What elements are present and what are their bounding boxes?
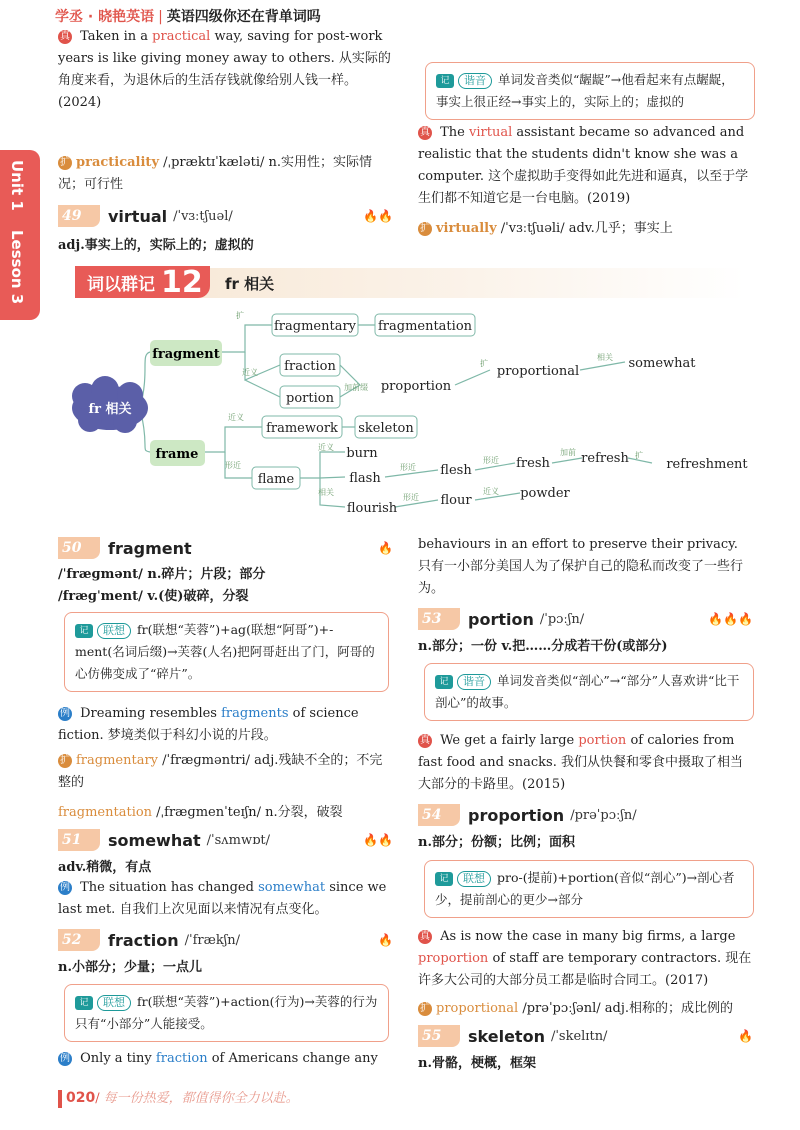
label-similar: 形近	[403, 493, 419, 502]
example-text: Only a tiny	[76, 1051, 156, 1066]
memo-tag: 谐音	[458, 73, 492, 89]
keyword: virtual	[469, 125, 513, 140]
section-badge	[75, 266, 210, 298]
section-title: fr 相关	[225, 275, 275, 293]
headword: somewhat	[108, 830, 201, 850]
phonetic: /ˈpɔːʃn/	[539, 611, 585, 627]
entry-53	[418, 607, 753, 654]
label-synonym: 近义	[228, 413, 244, 422]
example-fraction-continued: behaviours in an effort to preserve their privacy. 只有一小部分美国人为了保护自己的隐私而改变了一些行为。	[418, 537, 744, 596]
section-badge-label: 词以群记	[87, 274, 155, 295]
headword: proportion	[468, 805, 565, 825]
entry-52	[58, 928, 393, 975]
example-text: of staff are temporary contractors. 现在许多大公司的大部分员工都是临时合同工。(2017)	[418, 951, 752, 988]
keyword: practical	[152, 29, 211, 44]
memo-tag: 谐音	[457, 674, 491, 690]
derivative-def: /ˈfræɡməntri/ adj.残缺不全的；不完整的	[58, 753, 383, 790]
memo-text: pro-(提前)+portion(音似“剖心”)→剖心者少，提前剖心的更少→部分	[435, 870, 735, 907]
node-refreshment: refreshment	[666, 457, 748, 472]
example-text: As is now the case in many big firms, a large	[436, 929, 736, 944]
unit-lesson-tab	[0, 150, 40, 320]
label-prefix: 加前缀	[344, 383, 368, 392]
label-synonym: 近义	[483, 487, 499, 496]
memo-fragment	[64, 612, 389, 692]
example-text: We get a fairly large	[436, 733, 579, 748]
phonetic: /ˈfrækʃn/	[184, 932, 241, 948]
derivative-def: /ˌfræɡmenˈteɪʃn/ n.分裂，破裂	[152, 805, 343, 820]
label-synonym: 近义	[242, 368, 258, 377]
keyword: proportion	[418, 951, 489, 966]
derivative-def: /prəˈpɔːʃənl/ adj.相称的；成比例的	[518, 1001, 734, 1016]
memory-icon: 记	[435, 675, 453, 689]
footer-motto: 每一份热爱，都值得你全力以赴。	[103, 1091, 299, 1106]
example-proportion	[418, 926, 753, 992]
frequency-fire-icon: 🔥🔥	[363, 209, 393, 223]
derivative-proportional	[418, 998, 753, 1020]
entry-number: 55	[418, 1025, 460, 1047]
phonetic: /prəˈpɔːʃn/	[570, 807, 637, 823]
keyword: fragments	[221, 706, 289, 721]
unit-label: Unit 1	[8, 160, 26, 211]
memo-virtual	[425, 62, 755, 120]
definition: n.部分；一份 v.把……分成若干份(或部分)	[418, 639, 668, 654]
node-fragment: fragment	[152, 347, 220, 362]
node-somewhat: somewhat	[628, 356, 696, 371]
definition: n.部分；份额；比例；面积	[418, 835, 575, 850]
exam-icon: 真	[420, 126, 430, 138]
definition: adv.稍微，有点	[58, 860, 152, 875]
keyword: portion	[578, 733, 627, 748]
entry-head	[418, 1024, 753, 1048]
memo-text: 单词发音类似“剖心”→“部分”人喜欢讲“比干剖心”的故事。	[435, 673, 740, 710]
frequency-fire-icon: 🔥	[378, 541, 393, 555]
derivative-def: /ˈvɜːtʃuəli/ adv.几乎；事实上	[496, 221, 673, 236]
derivative-word: fragmentary	[76, 753, 159, 768]
label-related: 相关	[318, 488, 334, 497]
example-portion	[418, 730, 753, 796]
page-header	[55, 6, 321, 26]
example-text: of calories from fast food and snacks. 我们从快餐和零食中摄取了相当大部分的卡路里。(2015)	[418, 733, 743, 792]
extend-icon: 扩	[420, 222, 430, 234]
derivative-fragmentary	[58, 750, 393, 794]
node-fragmentary: fragmentary	[273, 319, 357, 334]
label-prefix: 加前	[560, 448, 576, 457]
frequency-fire-icon: 🔥	[378, 933, 393, 947]
label-synonym: 近义	[318, 443, 334, 452]
root-label: fr 相关	[88, 402, 132, 417]
example-text: Taken in a	[76, 29, 153, 44]
definition: /fræɡˈment/ v.(使)破碎，分裂	[58, 589, 249, 604]
memo-tag: 联想	[97, 995, 131, 1011]
example-icon: 例	[60, 881, 70, 893]
entry-head	[418, 803, 753, 827]
phonetic: /ˈskelɪtn/	[550, 1028, 608, 1044]
header-separator: |	[158, 9, 163, 25]
node-fragmentation: fragmentation	[377, 319, 473, 334]
entry-head	[58, 928, 393, 952]
entry-51	[58, 828, 393, 875]
label-extend: 扩	[480, 359, 488, 368]
node-burn: burn	[346, 446, 378, 461]
page-footer	[58, 1087, 299, 1108]
word-mindmap	[0, 300, 800, 525]
memo-tag: 联想	[97, 623, 131, 639]
node-flesh: flesh	[440, 463, 472, 478]
mindmap-root	[72, 376, 148, 433]
frequency-fire-icon: 🔥	[738, 1029, 753, 1043]
example-text: of Americans change any	[207, 1051, 378, 1066]
entry-number: 49	[58, 205, 100, 227]
extend-icon: 扩	[60, 754, 70, 766]
example-virtual	[418, 122, 753, 210]
node-proportion: proportion	[380, 379, 452, 394]
derivative-word: fragmentation	[58, 805, 153, 820]
entry-number: 50	[58, 537, 100, 559]
example-text: since we last met. 自我们上次见面以来情况有点变化。	[58, 880, 387, 917]
memory-icon: 记	[75, 996, 93, 1010]
definition: n.骨骼，梗概，框架	[418, 1056, 536, 1071]
entry-head	[418, 607, 753, 631]
memo-text: 单词发音类似“龌龊”→他看起来有点龌龊，事实上很正经→事实上的，实际上的；虚拟的	[436, 72, 734, 109]
example-text: Dreaming resembles	[76, 706, 222, 721]
headword: skeleton	[468, 1026, 545, 1046]
headword: fraction	[108, 930, 179, 950]
example-text: assistant became so advanced and realistic that the students didn't know she was a computer. 这个虚拟助手变得如此先进和逼真，以至于学生们都不知道它是一台电脑。(2019)	[418, 125, 749, 206]
brand: 学丞 · 晓艳英语	[55, 9, 155, 25]
derivative-word: proportional	[436, 1001, 519, 1016]
node-framework: framework	[266, 421, 338, 436]
derivative-virtually	[418, 218, 753, 240]
frequency-fire-icon: 🔥🔥🔥	[708, 612, 753, 626]
label-related: 相关	[597, 353, 613, 362]
label-similar: 形近	[400, 463, 416, 472]
label-similar: 形近	[225, 461, 241, 470]
memory-icon: 记	[435, 872, 453, 886]
label-extend: 扩	[635, 451, 643, 460]
footer-slash: /	[95, 1091, 100, 1106]
exam-icon: 真	[60, 30, 70, 42]
derivative-word: virtually	[436, 221, 497, 236]
definition: n.小部分；少量；一点儿	[58, 960, 202, 975]
memo-portion	[424, 663, 754, 721]
label-extend: 扩	[236, 311, 244, 320]
memory-icon: 记	[436, 74, 454, 88]
example-icon: 例	[60, 707, 70, 719]
section-number: 12	[161, 264, 203, 300]
exam-icon: 真	[420, 734, 430, 746]
derivative-def: /ˌpræktɪˈkæləti/ n.实用性；实际情况；可行性	[58, 155, 373, 192]
keyword: somewhat	[258, 880, 326, 895]
node-powder: powder	[520, 486, 570, 501]
exam-icon: 真	[420, 930, 430, 942]
example-practical	[58, 26, 393, 114]
example-text: The	[436, 125, 470, 140]
phonetic: /ˈvɜːtʃuəl/	[173, 208, 233, 224]
footer-bar	[58, 1090, 62, 1108]
example-text: way, saving for post-work years is like giving money away to others. 从实际的角度来看，为退休后的生活存钱就像给别人钱一样。(2024)	[58, 29, 391, 110]
node-flame: flame	[257, 472, 295, 487]
headword: virtual	[108, 206, 168, 226]
definition: adj.事实上的，实际上的；虚拟的	[58, 238, 254, 253]
headword: portion	[468, 609, 534, 629]
derivative-practicality	[58, 152, 393, 196]
entry-54	[418, 803, 753, 850]
example-fraction	[58, 1048, 393, 1070]
lesson-label: Lesson 3	[8, 230, 26, 305]
node-flour: flour	[440, 493, 472, 508]
node-flash: flash	[349, 471, 381, 486]
book-title: 英语四级你还在背单词吗	[166, 9, 321, 25]
memo-text: fr(联想“芙蓉”)+action(行为)→芙蓉的行为只有“小部分”人能接受。	[75, 994, 378, 1031]
example-somewhat	[58, 877, 393, 921]
headword: fragment	[108, 538, 192, 558]
node-skeleton: skeleton	[358, 421, 414, 436]
entry-number: 54	[418, 804, 460, 826]
label-similar: 形近	[483, 456, 499, 465]
node-fresh: fresh	[516, 456, 550, 471]
memo-proportion	[424, 860, 754, 918]
example-text: of science fiction. 梦境类似于科幻小说的片段。	[58, 706, 359, 743]
entry-head	[58, 536, 393, 560]
entry-head	[58, 828, 393, 852]
entry-55	[418, 1024, 753, 1071]
example-fragments	[58, 703, 393, 747]
derivative-word: practicality	[76, 155, 159, 170]
node-frame: frame	[155, 447, 199, 462]
node-proportional: proportional	[496, 364, 580, 379]
example-icon: 例	[60, 1052, 70, 1064]
keyword: fraction	[155, 1051, 208, 1066]
definition: /ˈfræɡmənt/ n.碎片；片段；部分	[58, 567, 266, 582]
node-fraction: fraction	[284, 359, 336, 374]
example-text: The situation has changed	[76, 880, 259, 895]
derivative-fragmentation	[58, 802, 393, 824]
memory-icon: 记	[75, 624, 93, 638]
frequency-fire-icon: 🔥🔥	[363, 833, 393, 847]
memo-fraction	[64, 984, 389, 1042]
phonetic: /ˈsʌmwɒt/	[206, 832, 271, 848]
entry-head	[58, 204, 393, 228]
entry-number: 53	[418, 608, 460, 630]
entry-number: 52	[58, 929, 100, 951]
memo-tag: 联想	[457, 871, 491, 887]
page-number: 020	[66, 1090, 96, 1106]
extend-icon: 扩	[420, 1002, 430, 1014]
extend-icon: 扩	[60, 156, 70, 168]
node-flourish: flourish	[346, 501, 398, 516]
node-refresh: refresh	[581, 451, 629, 466]
entry-number: 51	[58, 829, 100, 851]
entry-49	[58, 204, 393, 253]
entry-50	[58, 536, 393, 608]
node-portion: portion	[286, 391, 334, 406]
memo-text: fr(联想“芙蓉”)+ag(联想“阿哥”)+-ment(名词后缀)→芙蓉(人名)把阿哥赶出了门，阿哥的心仿佛变成了“碎片”。	[75, 622, 375, 681]
